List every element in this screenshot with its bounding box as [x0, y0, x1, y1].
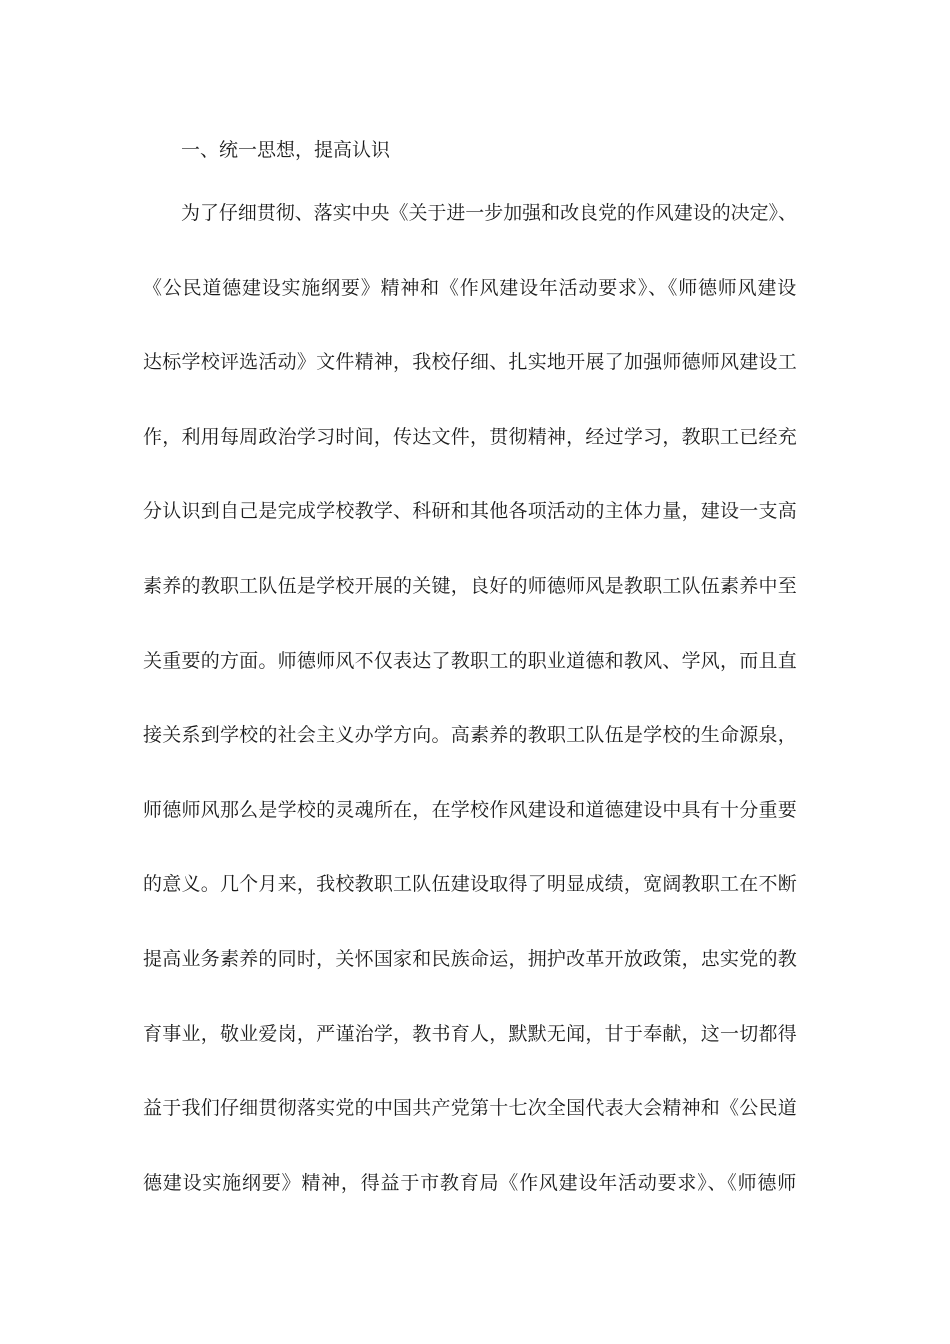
paragraph-line: 育事业，敬业爱岗，严谨治学，教书育人，默默无闻，甘于奉献，这一切都得: [143, 1023, 797, 1045]
paragraph-line: 关重要的方面。师德师风不仅表达了教职工的职业道德和教风、学风，而且直: [143, 650, 797, 672]
paragraph-line: 作，利用每周政治学习时间，传达文件，贯彻精神，经过学习，教职工已经充: [143, 426, 797, 448]
paragraph-line: 《公民道德建设实施纲要》精神和《作风建设年活动要求》、《师德师风建设: [143, 277, 797, 299]
paragraph-line: 素养的教职工队伍是学校开展的关键，良好的师德师风是教职工队伍素养中至: [143, 575, 797, 597]
paragraph-line: 为了仔细贯彻、落实中央《关于进一步加强和改良党的作风建设的决定》、: [181, 202, 797, 224]
paragraph-line: 德建设实施纲要》精神，得益于市教育局《作风建设年活动要求》、《师德师: [143, 1172, 797, 1194]
paragraph-line: 分认识到自己是完成学校教学、科研和其他各项活动的主体力量，建设一支高: [143, 500, 797, 522]
paragraph-line: 达标学校评选活动》文件精神，我校仔细、扎实地开展了加强师德师风建设工: [143, 351, 797, 373]
paragraph-line: 益于我们仔细贯彻落实党的中国共产党第十七次全国代表大会精神和《公民道: [143, 1097, 797, 1119]
paragraph-line: 提高业务素养的同时，关怀国家和民族命运，拥护改革开放政策，忠实党的教: [143, 948, 797, 970]
paragraph-line: 师德师风那么是学校的灵魂所在，在学校作风建设和道德建设中具有十分重要: [143, 799, 797, 821]
section-heading: 一、统一思想，提高认识: [181, 139, 391, 161]
paragraph-line: 接关系到学校的社会主义办学方向。高素养的教职工队伍是学校的生命源泉，: [143, 724, 797, 746]
paragraph-line: 的意义。几个月来，我校教职工队伍建设取得了明显成绩，宽阔教职工在不断: [143, 873, 797, 895]
